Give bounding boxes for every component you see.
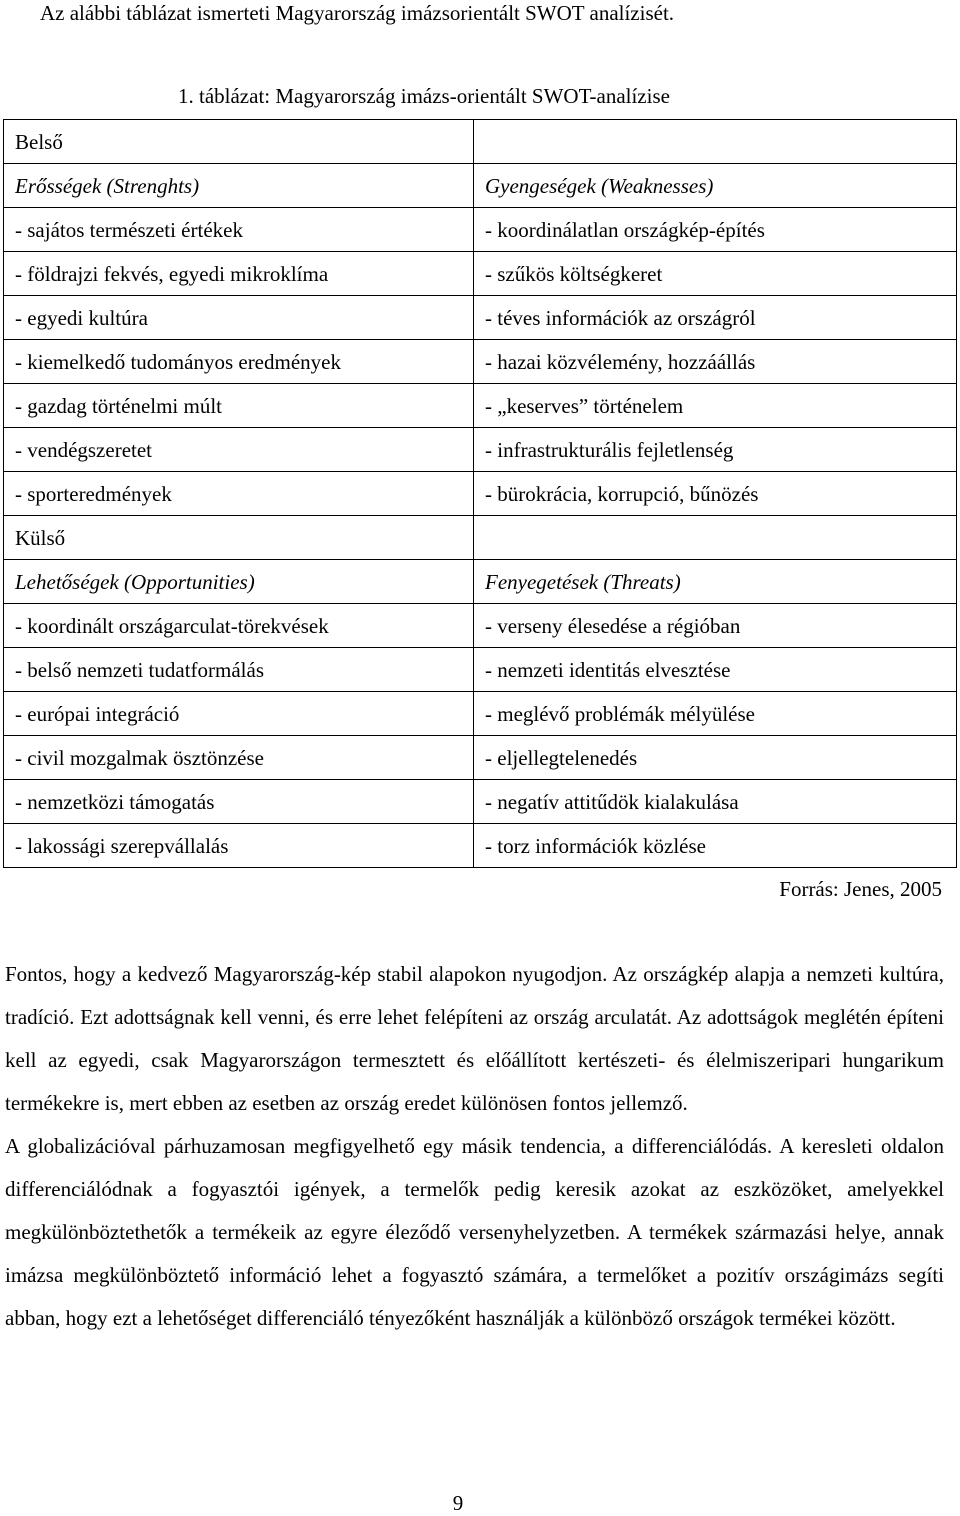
table-row [4,780,957,824]
weakness-item: - infrastrukturális fejletlenség [474,428,957,472]
strength-item: - egyedi kultúra [4,296,474,340]
table-row [4,648,957,692]
weakness-item: - „keserves” történelem [474,384,957,428]
threat-item: - verseny élesedése a régióban [474,604,957,648]
table-row [4,340,957,384]
strength-item: - sajátos természeti értékek [4,208,474,252]
paragraph: Fontos, hogy a kedvező Magyarország-kép stabil alapokon nyugodjon. Az országkép alapja a nemzeti kultúra, tradíció. Ezt adottságnak kell venni, és erre lehet felépíteni az ország arculatát. Az adottságok meglétén építeni kell az egyedi, csak Magyarországon termesztett és előállított kertészeti- és élelmiszeripari hungarikum termékekre is, mert ebben az esetben az ország eredet különösen fontos jellemző. [5,962,944,1115]
table-row [4,428,957,472]
strength-item: - gazdag történelmi múlt [4,384,474,428]
page-number: 9 [452,1491,464,1515]
threats-header: Fenyegetések (Threats) [474,560,957,604]
weakness-item: - koordinálatlan országkép-építés [474,208,957,252]
opportunity-item: - nemzetközi támogatás [4,780,474,824]
threat-item: - eljellegtelenedés [474,736,957,780]
opportunity-item: - civil mozgalmak ösztönzése [4,736,474,780]
table-row [4,296,957,340]
strengths-header: Erősségek (Strenghts) [4,164,474,208]
table-row [4,252,957,296]
header-row-internal [4,164,957,208]
section-label-external: Külső [4,516,474,560]
table-row [4,824,957,868]
opportunities-header: Lehetőségek (Opportunities) [4,560,474,604]
section-row-internal [4,120,957,164]
weakness-item: - szűkös költségkeret [474,252,957,296]
opportunity-item: - koordinált országarculat-törekvések [4,604,474,648]
section-row-external [4,516,957,560]
weakness-item: - bürokrácia, korrupció, bűnözés [474,472,957,516]
table-row [4,208,957,252]
weakness-item: - téves információk az országról [474,296,957,340]
paragraph: A globalizációval párhuzamosan megfigyelhető egy másik tendencia, a differenciálódás. A keresleti oldalon differenciálódnak a fogyasztói igények, a termelők pedig keresik azokat az eszközöket, amelyekkel megkülönböztethetők a termékeik az egyre éleződő versenyhelyzetben. A termékek származási helye, annak imázsa megkülönböztető információ lehet a fogyasztó számára, a termelőket a pozitív országimázs segíti abban, hogy ezt a lehetőséget differenciáló tényezőként használják a különböző országok termékei között. [5,1134,944,1330]
table-row [4,472,957,516]
source-note: Forrás: Jenes, 2005 [779,877,942,901]
weakness-item: - hazai közvélemény, hozzáállás [474,340,957,384]
strength-item: - földrajzi fekvés, egyedi mikroklíma [4,252,474,296]
table-caption: 1. táblázat: Magyarország imázs-orientált SWOT-analízise [178,84,670,108]
opportunity-item: - lakossági szerepvállalás [4,824,474,868]
strength-item: - kiemelkedő tudományos eredmények [4,340,474,384]
section-label-internal: Belső [4,120,474,164]
header-row-external [4,560,957,604]
threat-item: - meglévő problémák mélyülése [474,692,957,736]
table-row [4,736,957,780]
opportunity-item: - belső nemzeti tudatformálás [4,648,474,692]
intro-text: Az alábbi táblázat ismerteti Magyarország imázsorientált SWOT analízisét. [40,1,675,25]
threat-item: - negatív attitűdök kialakulása [474,780,957,824]
section-empty-cell [474,516,957,560]
threat-item: - nemzeti identitás elvesztése [474,648,957,692]
strength-item: - sporteredmények [4,472,474,516]
body-text [5,953,944,1340]
table-row [4,692,957,736]
table-row [4,384,957,428]
opportunity-item: - európai integráció [4,692,474,736]
section-empty-cell [474,120,957,164]
weaknesses-header: Gyengeségek (Weaknesses) [474,164,957,208]
strength-item: - vendégszeretet [4,428,474,472]
table-row [4,604,957,648]
threat-item: - torz információk közlése [474,824,957,868]
swot-table [3,119,957,868]
